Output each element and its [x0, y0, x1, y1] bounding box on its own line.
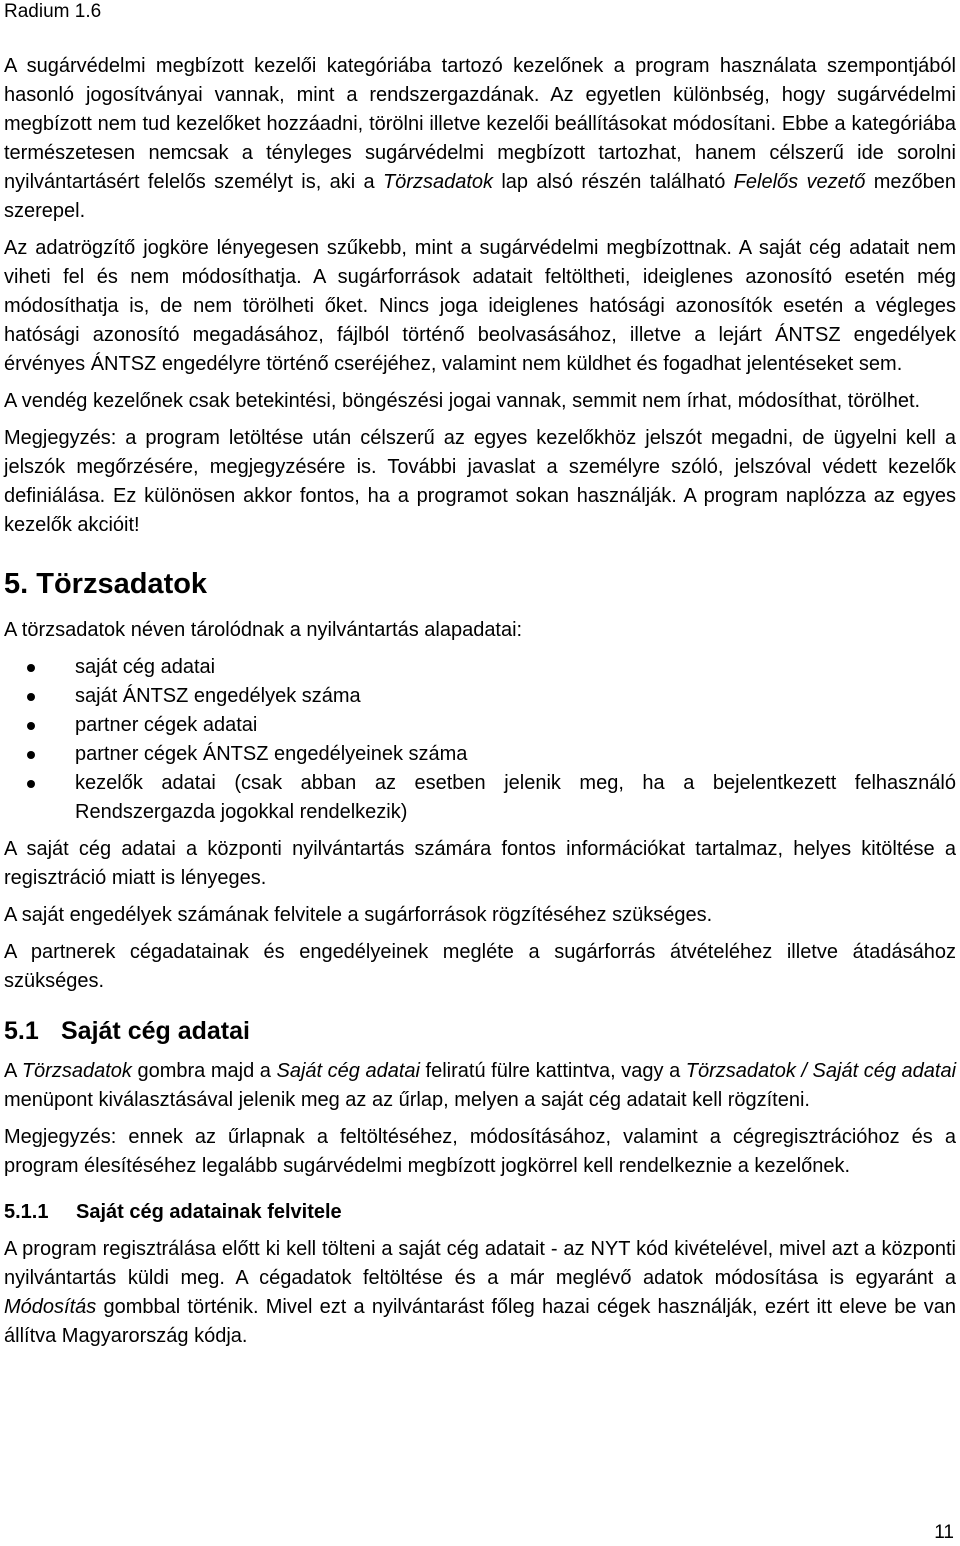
subsection-title: Saját cég adatainak felvitele	[76, 1201, 342, 1223]
italic-term: Módosítás	[4, 1296, 97, 1318]
paragraph-password-note: Megjegyzés: a program letöltése után célszerű az egyes kezelőkhöz jelszót megadni, de ügyelni kell a jelszók megőrzésére, megjegyzésére is. További javaslat a személyre szóló, jelszóval védett kezelők definiálása. Ez különösen akkor fontos, ha a programot sokan használják. A program naplózza az egyes kezelők akcióit!	[4, 427, 956, 536]
bullet-icon	[27, 693, 35, 701]
list-item	[4, 711, 956, 740]
list-item-text: kezelők adatai (csak abban az esetben jelenik meg, ha a bejelentkezett felhasználó Rendszergazda jogokkal rendelkezik)	[75, 772, 956, 823]
italic-term: Felelős vezető	[733, 171, 866, 193]
subsection-heading	[4, 1199, 956, 1226]
list-item	[4, 740, 956, 769]
text-run: gombbal történik. Mivel ezt a nyilvántarást főleg hazai cégek használják, ezért itt eleve be van állítva Magyarország kódja.	[4, 1296, 956, 1347]
text-run: lap alsó részén található	[493, 171, 734, 193]
list-item	[4, 769, 956, 827]
bullet-icon	[27, 780, 35, 788]
list-item	[4, 682, 956, 711]
chapter-number: 5.	[4, 568, 29, 600]
italic-term: Saját cég adatai	[276, 1060, 420, 1082]
paragraph-own-licences: A saját engedélyek számának felvitele a sugárforrások rögzítéséhez szükséges.	[4, 904, 713, 926]
paragraph-own-company: A saját cég adatai a központi nyilvántartás számára fontos információkat tartalmaz, helyes kitöltése a regisztráció miatt is lényeges.	[4, 838, 956, 889]
text-run: menüpont kiválasztásával jelenik meg az az űrlap, melyen a saját cég adatait kell rögzíteni.	[4, 1089, 810, 1111]
bullet-icon	[27, 664, 35, 672]
page-content	[4, 52, 956, 1359]
paragraph-permission-note: Megjegyzés: ennek az űrlapnak a feltöltéséhez, módosításához, valamint a cégregisztrációhoz és a program élesítéséhez legalább sugárvédelmi megbízott jogkörrel kell rendelkeznie a kezelőnek.	[4, 1126, 956, 1177]
text-run: A program regisztrálása előtt ki kell tölteni a saját cég adatait - az NYT kód kivételével, mivel azt a központi nyilvántartás küldi meg. A cégadatok feltöltése és a már meglévő adatok módosítása is egyaránt a	[4, 1238, 956, 1289]
text-run: A sugárvédelmi megbízott kezelői kategóriába tartozó kezelőnek a program használata szempontjából hasonló jogosítványai vannak, mint a rendszergazdának. Az egyetlen különbség, hogy sugárvédelmi megbízott nem tud kezelőket hozzáadni, törölni illetve kezelői beállításokat módosítani. Ebbe a kategóriába természetesen nemcsak a tényleges sugárvédelmi megbízott tartozhat, hanem célszerű ide sorolni nyilvántartásért felelős személyt is, aki a	[4, 55, 956, 193]
list-item-text: saját ÁNTSZ engedélyek száma	[75, 685, 361, 707]
paragraph-master-data-intro: A törzsadatok néven tárolódnak a nyilvántartás alapadatai:	[4, 619, 523, 641]
text-run: feliratú fülre kattintva, vagy a	[419, 1060, 686, 1082]
chapter-heading	[4, 565, 956, 603]
master-data-list	[4, 653, 956, 827]
chapter-title: Törzsadatok	[36, 568, 208, 600]
italic-term: Törzsadatok	[21, 1060, 132, 1082]
page-number: 11	[934, 1522, 954, 1543]
list-item-text: partner cégek adatai	[75, 714, 258, 736]
text-run: A	[4, 1060, 22, 1082]
text-run: mezőben szerepel.	[4, 171, 956, 222]
section-number: 5.1	[4, 1017, 39, 1045]
section-heading	[4, 1015, 956, 1047]
paragraph-data-entry	[4, 1235, 956, 1351]
text-run: gombra majd a	[131, 1060, 277, 1082]
paragraph-operator-role	[4, 52, 956, 226]
section-title: Saját cég adatai	[61, 1017, 250, 1045]
running-header: Radium 1.6	[4, 1, 102, 22]
subsection-number: 5.1.1	[4, 1201, 49, 1223]
paragraph-guest-role: A vendég kezelőnek csak betekintési, böngészési jogai vannak, semmit nem írhat, módosíthat, törölhet.	[4, 390, 921, 412]
bullet-icon	[27, 722, 35, 730]
list-item	[4, 653, 956, 682]
paragraph-data-entry-role: Az adatrögzítő jogköre lényegesen szűkebb, mint a sugárvédelmi megbízottnak. A saját cég adatait nem viheti fel és nem módosíthatja. A sugárforrások adatait feltöltheti, ideiglenes azonosító esetén még módosíthatja is, de nem törölheti őket. Nincs joga ideiglenes hatósági azonosítók esetén a végleges hatósági azonosító megadásához, fájlból történő beolvasásához, illetve a lejárt ÁNTSZ engedélyek érvényes ÁNTSZ engedélyre történő cseréjéhez, valamint nem küldhet és fogadhat jelentéseket sem.	[4, 237, 956, 375]
italic-term: Törzsadatok	[382, 171, 494, 193]
list-item-text: saját cég adatai	[75, 656, 216, 678]
italic-term: Törzsadatok / Saját cég adatai	[685, 1060, 957, 1082]
paragraph-form-access	[4, 1057, 956, 1115]
paragraph-partners: A partnerek cégadatainak és engedélyeinek megléte a sugárforrás átvételéhez illetve átadásához szükséges.	[4, 941, 956, 992]
bullet-icon	[27, 751, 35, 759]
list-item-text: partner cégek ÁNTSZ engedélyeinek száma	[75, 743, 468, 765]
